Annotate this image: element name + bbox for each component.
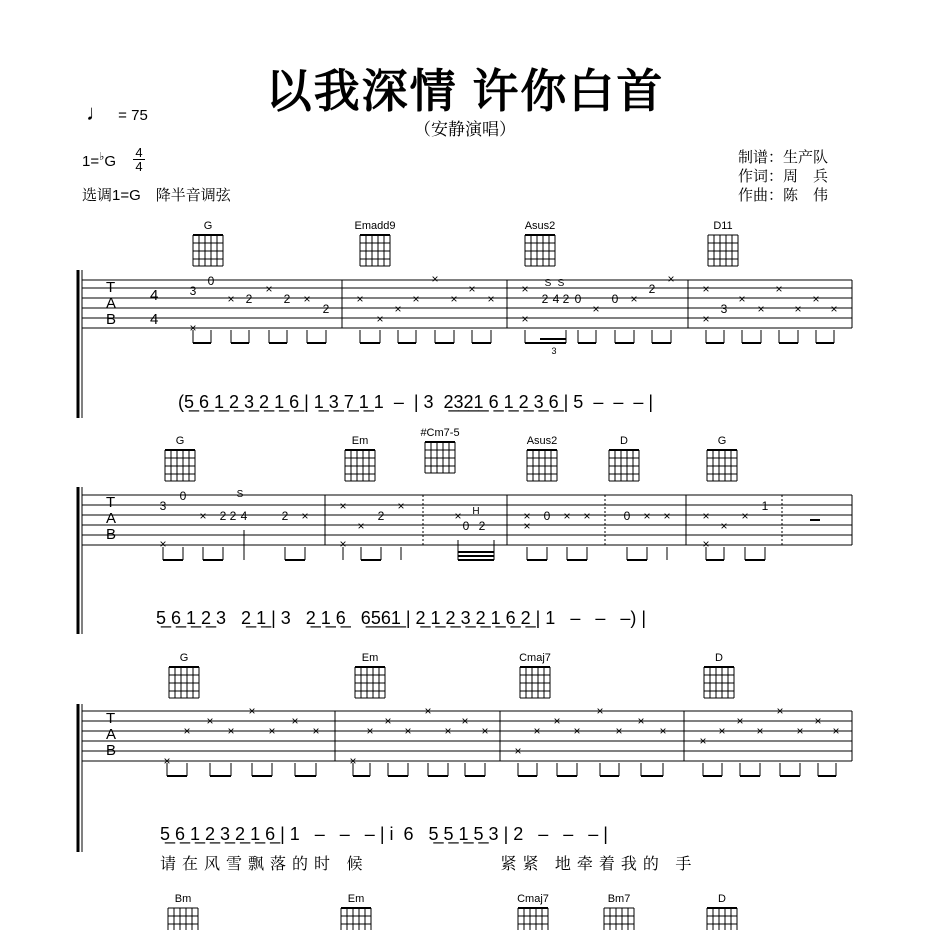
svg-text:×: × xyxy=(357,519,365,533)
svg-text:×: × xyxy=(303,292,311,306)
svg-text:×: × xyxy=(702,312,710,326)
svg-text:×: × xyxy=(227,724,235,738)
chord-name: Bm7 xyxy=(607,893,631,905)
svg-text:×: × xyxy=(553,714,561,728)
svg-text:0: 0 xyxy=(207,274,215,288)
svg-text:S: S xyxy=(544,278,552,289)
chord-name: D11 xyxy=(713,220,733,232)
chord-name: Cmaj7 xyxy=(519,652,551,664)
svg-text:2: 2 xyxy=(322,302,330,316)
svg-text:×: × xyxy=(702,509,710,523)
svg-text:1: 1 xyxy=(761,499,769,513)
svg-text:×: × xyxy=(659,724,667,738)
numbered-notation-1: (5̲ 6̲ 1̲ 2̲ 3̲ 2̲ 1̲ 6̲ | 1̲ 3̲ 7̲ 1̲ 1 – | 3 2̲3̲2̲1̲ 6̲ 1̲ 2̲ 3̲ 6̲ | 5 – – – | xyxy=(178,392,654,412)
svg-text:×: × xyxy=(630,292,638,306)
chord-name: D xyxy=(620,435,628,447)
svg-text:×: × xyxy=(741,509,749,523)
svg-text:×: × xyxy=(468,282,476,296)
svg-text:×: × xyxy=(227,292,235,306)
svg-text:×: × xyxy=(248,704,256,718)
svg-text:×: × xyxy=(189,321,197,335)
lyrics-line: 请在风雪飘落的时 候 紧紧 地牵着我的 手 xyxy=(160,856,698,873)
chord-name: D xyxy=(715,652,723,664)
svg-text:×: × xyxy=(339,537,347,551)
chord-name: G xyxy=(175,435,185,447)
svg-text:S: S xyxy=(557,278,565,289)
svg-text:2: 2 xyxy=(562,292,570,306)
svg-text:×: × xyxy=(667,272,675,286)
svg-text:×: × xyxy=(265,282,273,296)
tempo-marking: ♩ = 75 xyxy=(86,100,148,125)
svg-text:×: × xyxy=(615,724,623,738)
svg-text:×: × xyxy=(699,734,707,748)
svg-text:0: 0 xyxy=(574,292,582,306)
svg-text:2: 2 xyxy=(229,509,237,523)
svg-text:×: × xyxy=(183,724,191,738)
svg-text:×: × xyxy=(596,704,604,718)
key-signature: 1=♭G xyxy=(82,151,116,170)
svg-text:×: × xyxy=(397,499,405,513)
numbered-notation-2: 5̲ 6̲ 1̲ 2̲ 3 2̲ 1̲ | 3 2̲ 1̲ 6̲ 6̲5̲6̲1̲ | 2̲ 1̲ 2̲ 3̲ 2̲ 1̲ 6̲ 2̲ | 1 – – –) | xyxy=(156,608,647,628)
song-subtitle: （安静演唱） xyxy=(414,120,516,139)
svg-text:S: S xyxy=(236,489,244,500)
svg-text:×: × xyxy=(718,724,726,738)
svg-text:4: 4 xyxy=(240,509,248,523)
svg-text:×: × xyxy=(521,282,529,296)
credit-arranger: 制谱：生产队 xyxy=(738,149,829,166)
svg-text:×: × xyxy=(812,292,820,306)
tab-clef: T A B xyxy=(106,494,117,543)
svg-text:×: × xyxy=(450,292,458,306)
svg-text:2: 2 xyxy=(478,519,486,533)
chord-name: Asus2 xyxy=(526,435,558,447)
svg-text:×: × xyxy=(159,537,167,551)
svg-text:×: × xyxy=(404,724,412,738)
svg-text:×: × xyxy=(356,292,364,306)
chord-name: Em xyxy=(351,435,369,447)
chord-name: Emadd9 xyxy=(354,220,396,232)
svg-text:0: 0 xyxy=(623,509,631,523)
svg-text:2: 2 xyxy=(281,509,289,523)
svg-text:×: × xyxy=(384,714,392,728)
tab-clef: T A B xyxy=(106,279,117,328)
tab-clef: T A B xyxy=(106,710,117,759)
song-title: 以我深情 许你白首 xyxy=(265,65,665,117)
svg-text:3: 3 xyxy=(720,302,728,316)
svg-text:×: × xyxy=(663,509,671,523)
svg-text:×: × xyxy=(454,509,462,523)
svg-text:×: × xyxy=(573,724,581,738)
svg-text:×: × xyxy=(206,714,214,728)
svg-text:×: × xyxy=(444,724,452,738)
credit-composer: 作曲：陈 伟 xyxy=(738,187,829,204)
svg-text:×: × xyxy=(523,509,531,523)
chord-name: Cmaj7 xyxy=(517,893,549,905)
svg-text:×: × xyxy=(339,499,347,513)
svg-text:×: × xyxy=(830,302,838,316)
svg-text:×: × xyxy=(720,519,728,533)
svg-text:0: 0 xyxy=(462,519,470,533)
svg-text:3: 3 xyxy=(189,284,197,298)
chord-name: G xyxy=(179,652,189,664)
svg-text:×: × xyxy=(832,724,840,738)
svg-text:×: × xyxy=(394,302,402,316)
svg-text:×: × xyxy=(738,292,746,306)
svg-text:×: × xyxy=(487,292,495,306)
svg-text:×: × xyxy=(814,714,822,728)
chord-name: #Cm7-5 xyxy=(420,427,460,439)
svg-text:×: × xyxy=(533,724,541,738)
svg-text:×: × xyxy=(312,724,320,738)
svg-text:2: 2 xyxy=(541,292,549,306)
svg-text:×: × xyxy=(424,704,432,718)
chord-name: Em xyxy=(347,893,365,905)
svg-text:×: × xyxy=(291,714,299,728)
svg-text:×: × xyxy=(268,724,276,738)
svg-text:0: 0 xyxy=(179,489,187,503)
svg-text:×: × xyxy=(702,282,710,296)
chord-name: D xyxy=(718,893,726,905)
svg-text:×: × xyxy=(514,744,522,758)
svg-text:×: × xyxy=(794,302,802,316)
svg-text:×: × xyxy=(461,714,469,728)
svg-text:×: × xyxy=(637,714,645,728)
svg-text:×: × xyxy=(376,312,384,326)
svg-text:0: 0 xyxy=(543,509,551,523)
svg-text:×: × xyxy=(366,724,374,738)
svg-text:×: × xyxy=(301,509,309,523)
svg-text:×: × xyxy=(643,509,651,523)
svg-text:2: 2 xyxy=(377,509,385,523)
capo-note: 选调1=G 降半音调弦 xyxy=(82,187,231,204)
svg-text:×: × xyxy=(199,509,207,523)
svg-text:3: 3 xyxy=(551,346,557,356)
svg-text:H: H xyxy=(472,506,480,517)
quarter-note-icon: ♩ xyxy=(86,100,108,125)
svg-text:4: 4 xyxy=(552,292,560,306)
svg-text:2: 2 xyxy=(219,509,227,523)
svg-text:×: × xyxy=(756,724,764,738)
svg-text:×: × xyxy=(592,302,600,316)
svg-text:×: × xyxy=(521,312,529,326)
chord-name: Em xyxy=(361,652,379,664)
svg-text:×: × xyxy=(412,292,420,306)
svg-text:2: 2 xyxy=(245,292,253,306)
chord-name: Bm xyxy=(174,893,192,905)
svg-text:×: × xyxy=(776,704,784,718)
svg-text:×: × xyxy=(563,509,571,523)
svg-text:×: × xyxy=(702,537,710,551)
svg-text:3: 3 xyxy=(159,499,167,513)
chord-name: G xyxy=(203,220,213,232)
numbered-notation-3: 5̲ 6̲ 1̲ 2̲ 3̲ 2̲ 1̲ 6̲ | 1 – – – | i 6 5̲ 5̲ 1̲ 5̲ 3 | 2 – – – | xyxy=(160,824,608,844)
svg-text:×: × xyxy=(431,272,439,286)
credit-lyricist: 作词：周 兵 xyxy=(738,168,829,185)
svg-text:×: × xyxy=(481,724,489,738)
svg-text:×: × xyxy=(349,754,357,768)
chord-name: Asus2 xyxy=(524,220,556,232)
svg-text:×: × xyxy=(583,509,591,523)
svg-text:×: × xyxy=(736,714,744,728)
svg-text:×: × xyxy=(775,282,783,296)
svg-text:×: × xyxy=(757,302,765,316)
tab-time-signature: 4 4 xyxy=(150,287,159,328)
svg-text:×: × xyxy=(796,724,804,738)
svg-text:×: × xyxy=(163,754,171,768)
svg-text:2: 2 xyxy=(283,292,291,306)
svg-text:0: 0 xyxy=(611,292,619,306)
chord-name: G xyxy=(717,435,727,447)
svg-text:×: × xyxy=(523,519,531,533)
time-signature: 4 4 xyxy=(133,146,145,173)
svg-text:2: 2 xyxy=(648,282,656,296)
